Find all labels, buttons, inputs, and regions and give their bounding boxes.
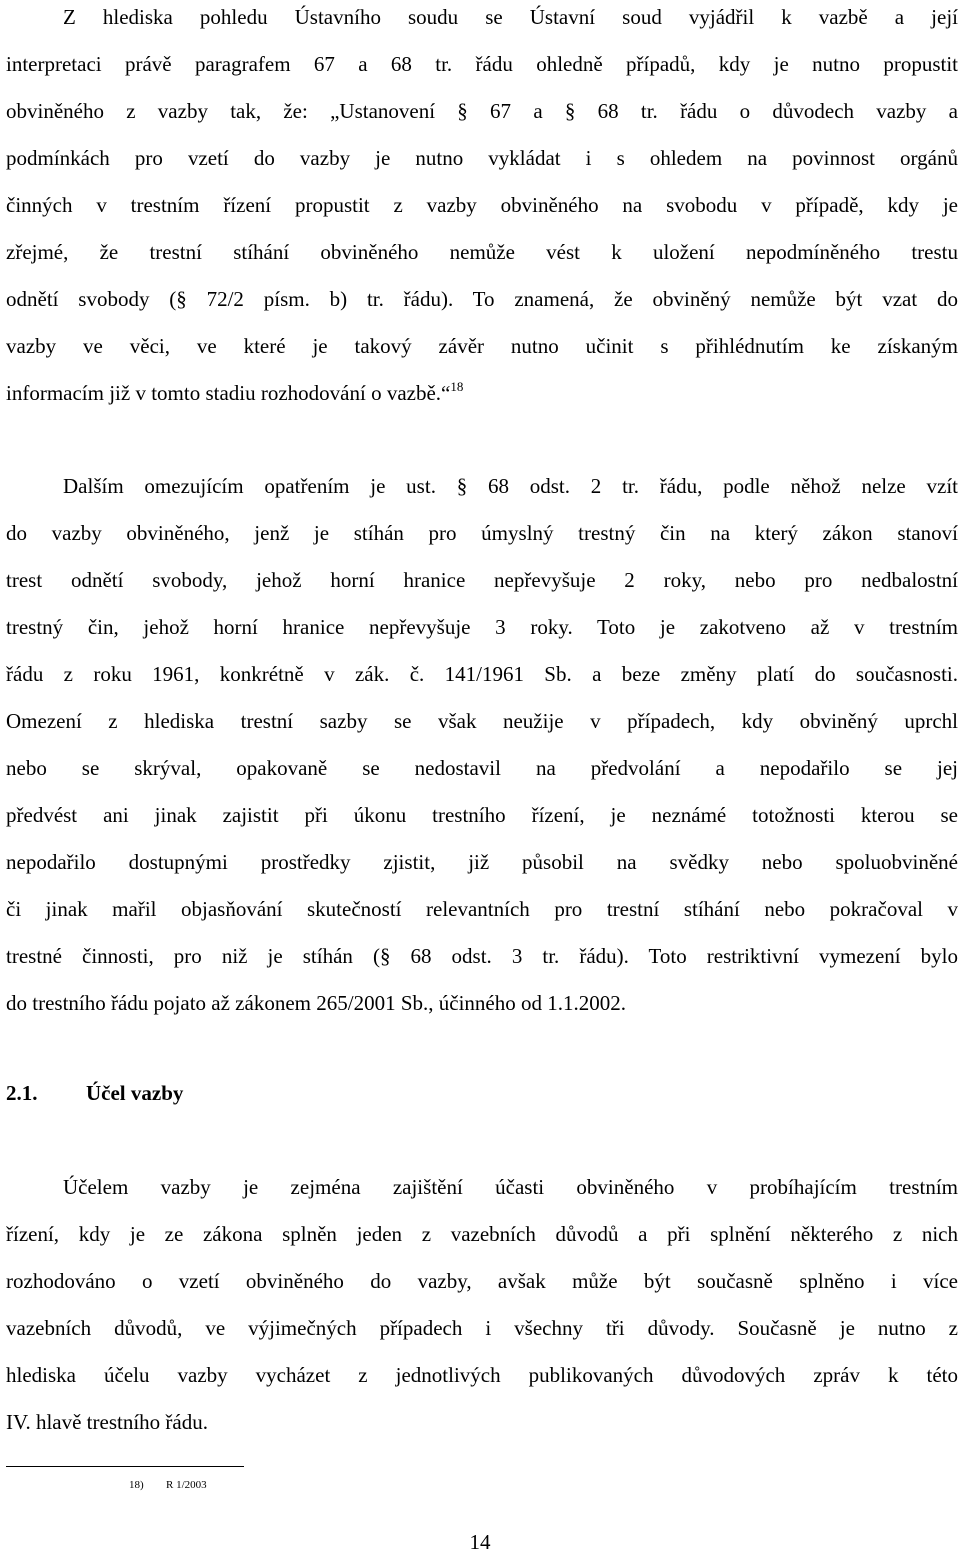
text-line: interpretaci právě paragrafem 67 a 68 tr. řádu ohledně případů, kdy je nutno propustit [6, 52, 958, 76]
paragraph-purpose-of-custody [6, 1164, 958, 1446]
text-line: Dalším omezujícím opatřením je ust. § 68 odst. 2 tr. řádu, podle něhož nelze vzít [63, 474, 958, 498]
section-title: Účel vazby [86, 1081, 184, 1105]
paragraph-constitutional-court [6, 0, 958, 417]
text-line: odnětí svobody (§ 72/2 písm. b) tr. řádu). To znamená, že obviněný nemůže být vzat do [6, 287, 958, 311]
text-line: zřejmé, že trestní stíhání obviněného nemůže vést k uložení nepodmíněného trestu [6, 240, 958, 264]
footnote-divider [6, 1466, 244, 1467]
text-line: do trestního řádu pojato až zákonem 265/2001 Sb., účinného od 1.1.2002. [6, 991, 626, 1015]
text-line: vazebních důvodů, ve výjimečných případech i všechny tři důvody. Současně je nutno z [6, 1316, 958, 1340]
text-line-with-footnote [6, 370, 958, 417]
page-number: 14 [469, 1530, 491, 1554]
text-line: IV. hlavě trestního řádu. [6, 1410, 208, 1434]
footnote-text: R 1/2003 [166, 1479, 207, 1491]
text-line: nebo se skrýval, opakovaně se nedostavil na předvolání a nepodařilo se jej [6, 756, 958, 780]
text-line: vazby ve věci, ve které je takový závěr nutno učinit s přihlédnutím ke získaným [6, 334, 958, 358]
text-line: obviněného z vazby tak, že: „Ustanovení § 67 a § 68 tr. řádu o důvodech vazby a [6, 99, 958, 123]
text-line: nepodařilo dostupnými prostředky zjistit, již působil na svědky nebo spoluobviněné [6, 850, 958, 874]
footnote-number: 18) [129, 1479, 144, 1491]
document-page [6, 0, 958, 1559]
text-line: Účelem vazby je zejména zajištění účasti obviněného v probíhajícím trestním [63, 1175, 958, 1199]
text-line: řízení, kdy je ze zákona splněn jeden z vazebních důvodů a při splnění některého z nich [6, 1222, 958, 1246]
text-line: řádu z roku 1961, konkrétně v zák. č. 141/1961 Sb. a beze změny platí do současnosti. [6, 662, 958, 686]
text-line: do vazby obviněného, jenž je stíhán pro úmyslný trestný čin na který zákon stanoví [6, 521, 958, 545]
text-line: trest odnětí svobody, jehož horní hranice nepřevyšuje 2 roky, nebo pro nedbalostní [6, 568, 958, 592]
text-line: hlediska účelu vazby vycházet z jednotlivých publikovaných důvodových zpráv k této [6, 1363, 958, 1387]
text-line: předvést ani jinak zajistit při úkonu trestního řízení, je neznámé totožnosti kterou se [6, 803, 958, 827]
section-heading [6, 1070, 183, 1117]
footnote [129, 1477, 207, 1493]
text-line: rozhodováno o vzetí obviněného do vazby, avšak může být současně splněno i více [6, 1269, 958, 1293]
text-line: trestné činnosti, pro niž je stíhán (§ 68 odst. 3 tr. řádu). Toto restriktivní vymezení bylo [6, 944, 958, 968]
text-line: informacím již v tomto stadiu rozhodování o vazbě.“ [6, 381, 451, 405]
section-number: 2.1. [6, 1081, 38, 1105]
text-line: podmínkách pro vzetí do vazby je nutno vykládat i s ohledem na povinnost orgánů [6, 146, 958, 170]
text-line: Z hlediska pohledu Ústavního soudu se Ústavní soud vyjádřil k vazbě a její [63, 5, 958, 29]
paragraph-restrictive-measures [6, 463, 958, 1027]
footnote-reference: 18 [450, 379, 464, 394]
text-line: či jinak mařil objasňování skutečností relevantních pro trestní stíhání nebo pokračoval v [6, 897, 958, 921]
text-line: činných v trestním řízení propustit z vazby obviněného na svobodu v případě, kdy je [6, 193, 958, 217]
text-line: trestný čin, jehož horní hranice nepřevyšuje 3 roky. Toto je zakotveno až v trestním [6, 615, 958, 639]
text-line: Omezení z hlediska trestní sazby se však neužije v případech, kdy obviněný uprchl [6, 709, 958, 733]
